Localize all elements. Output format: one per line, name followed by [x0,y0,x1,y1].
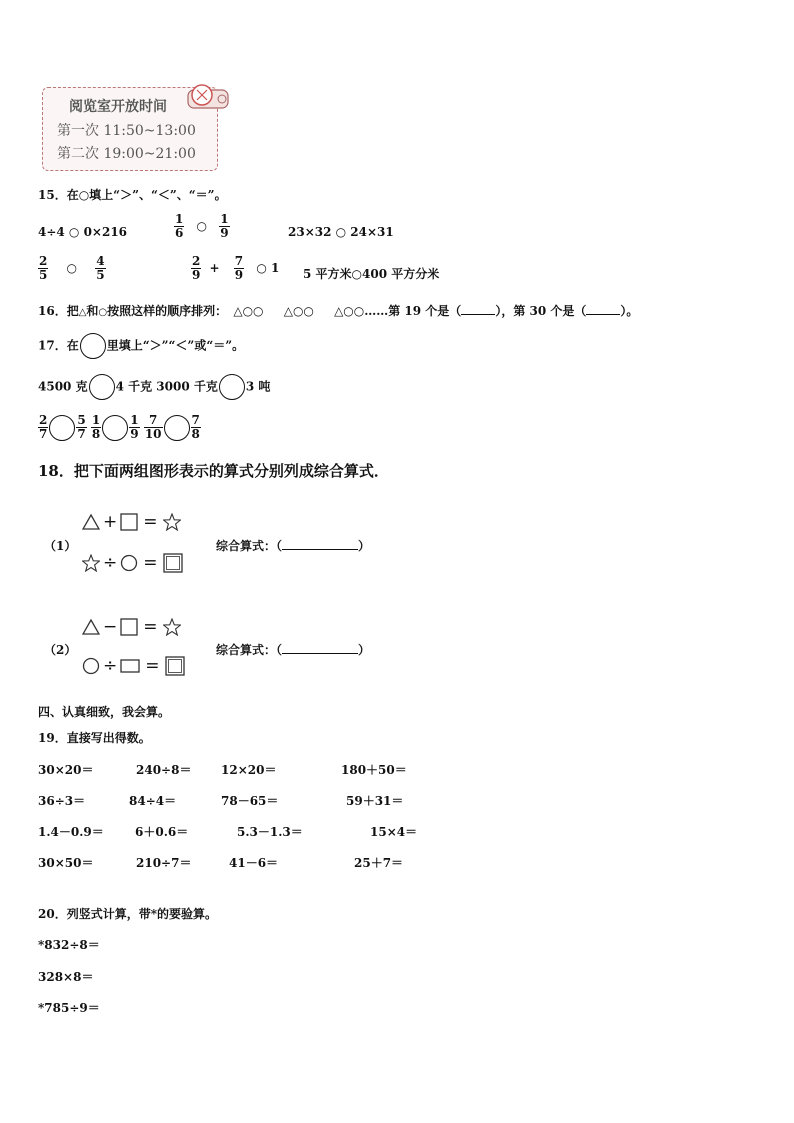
q17-answer-circle-1[interactable] [89,374,115,400]
q15-item3: 23×32 ○ 24×31 [288,225,394,239]
q16-blank-30[interactable] [586,303,620,315]
q18-answer-blank-1[interactable] [282,538,358,550]
q19-r0c2: 12×20＝ [221,763,277,777]
q20-item-1: *832÷8＝ [38,938,100,952]
notice-line-1: 第一次 11:50~13:00 [57,123,196,139]
square-icon [165,656,185,676]
q15-item2: $\frac{1}{6}$ ○ $\frac{1}{9}$ [175,212,229,240]
q15-title: 15．在○填上“＞”、“＜”、“＝”。 [38,188,227,202]
q19-r1c3: 59＋31＝ [346,794,404,808]
q17-row1: 4500 克 4 千克 3000 千克 3 吨 [38,374,270,400]
compare-circle [80,333,106,359]
q20-item-3: *785÷9＝ [38,1001,100,1015]
q18-eq4: ÷ = [82,656,185,676]
notice-line-2: 第二次 19:00~21:00 [57,146,196,162]
circle-icon [120,554,138,572]
q15-item1: 4÷4 ○ 0×216 [38,225,128,239]
q17-answer-circle-3[interactable] [49,415,75,441]
q19-r0c1: 240÷8＝ [136,763,192,777]
section4-title: 四、认真细致，我会算。 [38,705,171,719]
q18-title: 18．把下面两组图形表示的算式分别列成综合算式． [38,462,389,480]
q15-item6: 5 平方米○400 平方分米 [303,267,440,281]
notice-title: 阅览室开放时间 [69,99,167,115]
q18-eq2: ÷ = [82,553,183,573]
q17-answer-circle-4[interactable] [102,415,128,441]
circle-icon [82,657,100,675]
q19-r3c1: 210÷7＝ [136,856,192,870]
q16-line: 16．把△和○按照这样的顺序排列： △○○ △○○ △○○……第 19 个是（ ），第 30 个是（ ）。 [38,304,639,318]
q17-title: 17．在 里填上“＞”“＜”或“＝”。 [38,333,244,359]
q17-row2: $\frac{2}{7}$ $\frac{5}{7}$ $\frac{1}{8}$ $\frac{1}{9}$ $\frac{7}{10}$ $\frac{7}{8}$ [39,413,200,441]
q19-r3c2: 41－6＝ [229,856,279,870]
q17-answer-circle-2[interactable] [219,374,245,400]
star-icon [163,618,181,636]
q20-item-2: 328×8＝ [38,970,94,984]
q19-r2c0: 1.4－0.9＝ [38,825,104,839]
q19-r2c1: 6＋0.6＝ [135,825,189,839]
q18-answer-1: 综合算式：（ ） [216,539,371,553]
q19-r1c0: 36÷3＝ [38,794,86,808]
q18-group1-label: （1） [44,539,77,553]
q18-group2-label: （2） [44,643,77,657]
q19-title: 19．直接写出得数。 [38,731,151,745]
q19-r3c3: 25＋7＝ [354,856,404,870]
q19-r1c2: 78－65＝ [221,794,279,808]
square-icon [120,618,138,636]
q19-r3c0: 30×50＝ [38,856,94,870]
q18-eq1: + = [82,512,181,532]
rectangle-icon [120,659,140,673]
q15-item5: $\frac{2}{9}$ + $\frac{7}{9}$ ○ 1 [192,254,280,282]
star-icon [82,554,100,572]
q17-answer-circle-5[interactable] [164,415,190,441]
triangle-icon [82,619,100,635]
square-icon [120,513,138,531]
q19-r2c2: 5.3－1.3＝ [237,825,303,839]
q16-blank-19[interactable] [461,303,495,315]
q19-r2c3: 15×4＝ [370,825,418,839]
triangle-icon [82,514,100,530]
q18-answer-2: 综合算式：（ ） [216,643,371,657]
q18-answer-blank-2[interactable] [282,642,358,654]
q19-r0c0: 30×20＝ [38,763,94,777]
square-icon [163,553,183,573]
q20-title: 20．列竖式计算，带*的要验算。 [38,907,217,921]
q18-eq3: − = [82,617,181,637]
q19-r0c3: 180＋50＝ [341,763,407,777]
star-icon [163,513,181,531]
q15-item4: $\frac{2}{5}$ ○ $\frac{4}{5}$ [39,254,105,282]
q19-r1c1: 84÷4＝ [129,794,177,808]
alarm-clock-icon [186,82,232,112]
